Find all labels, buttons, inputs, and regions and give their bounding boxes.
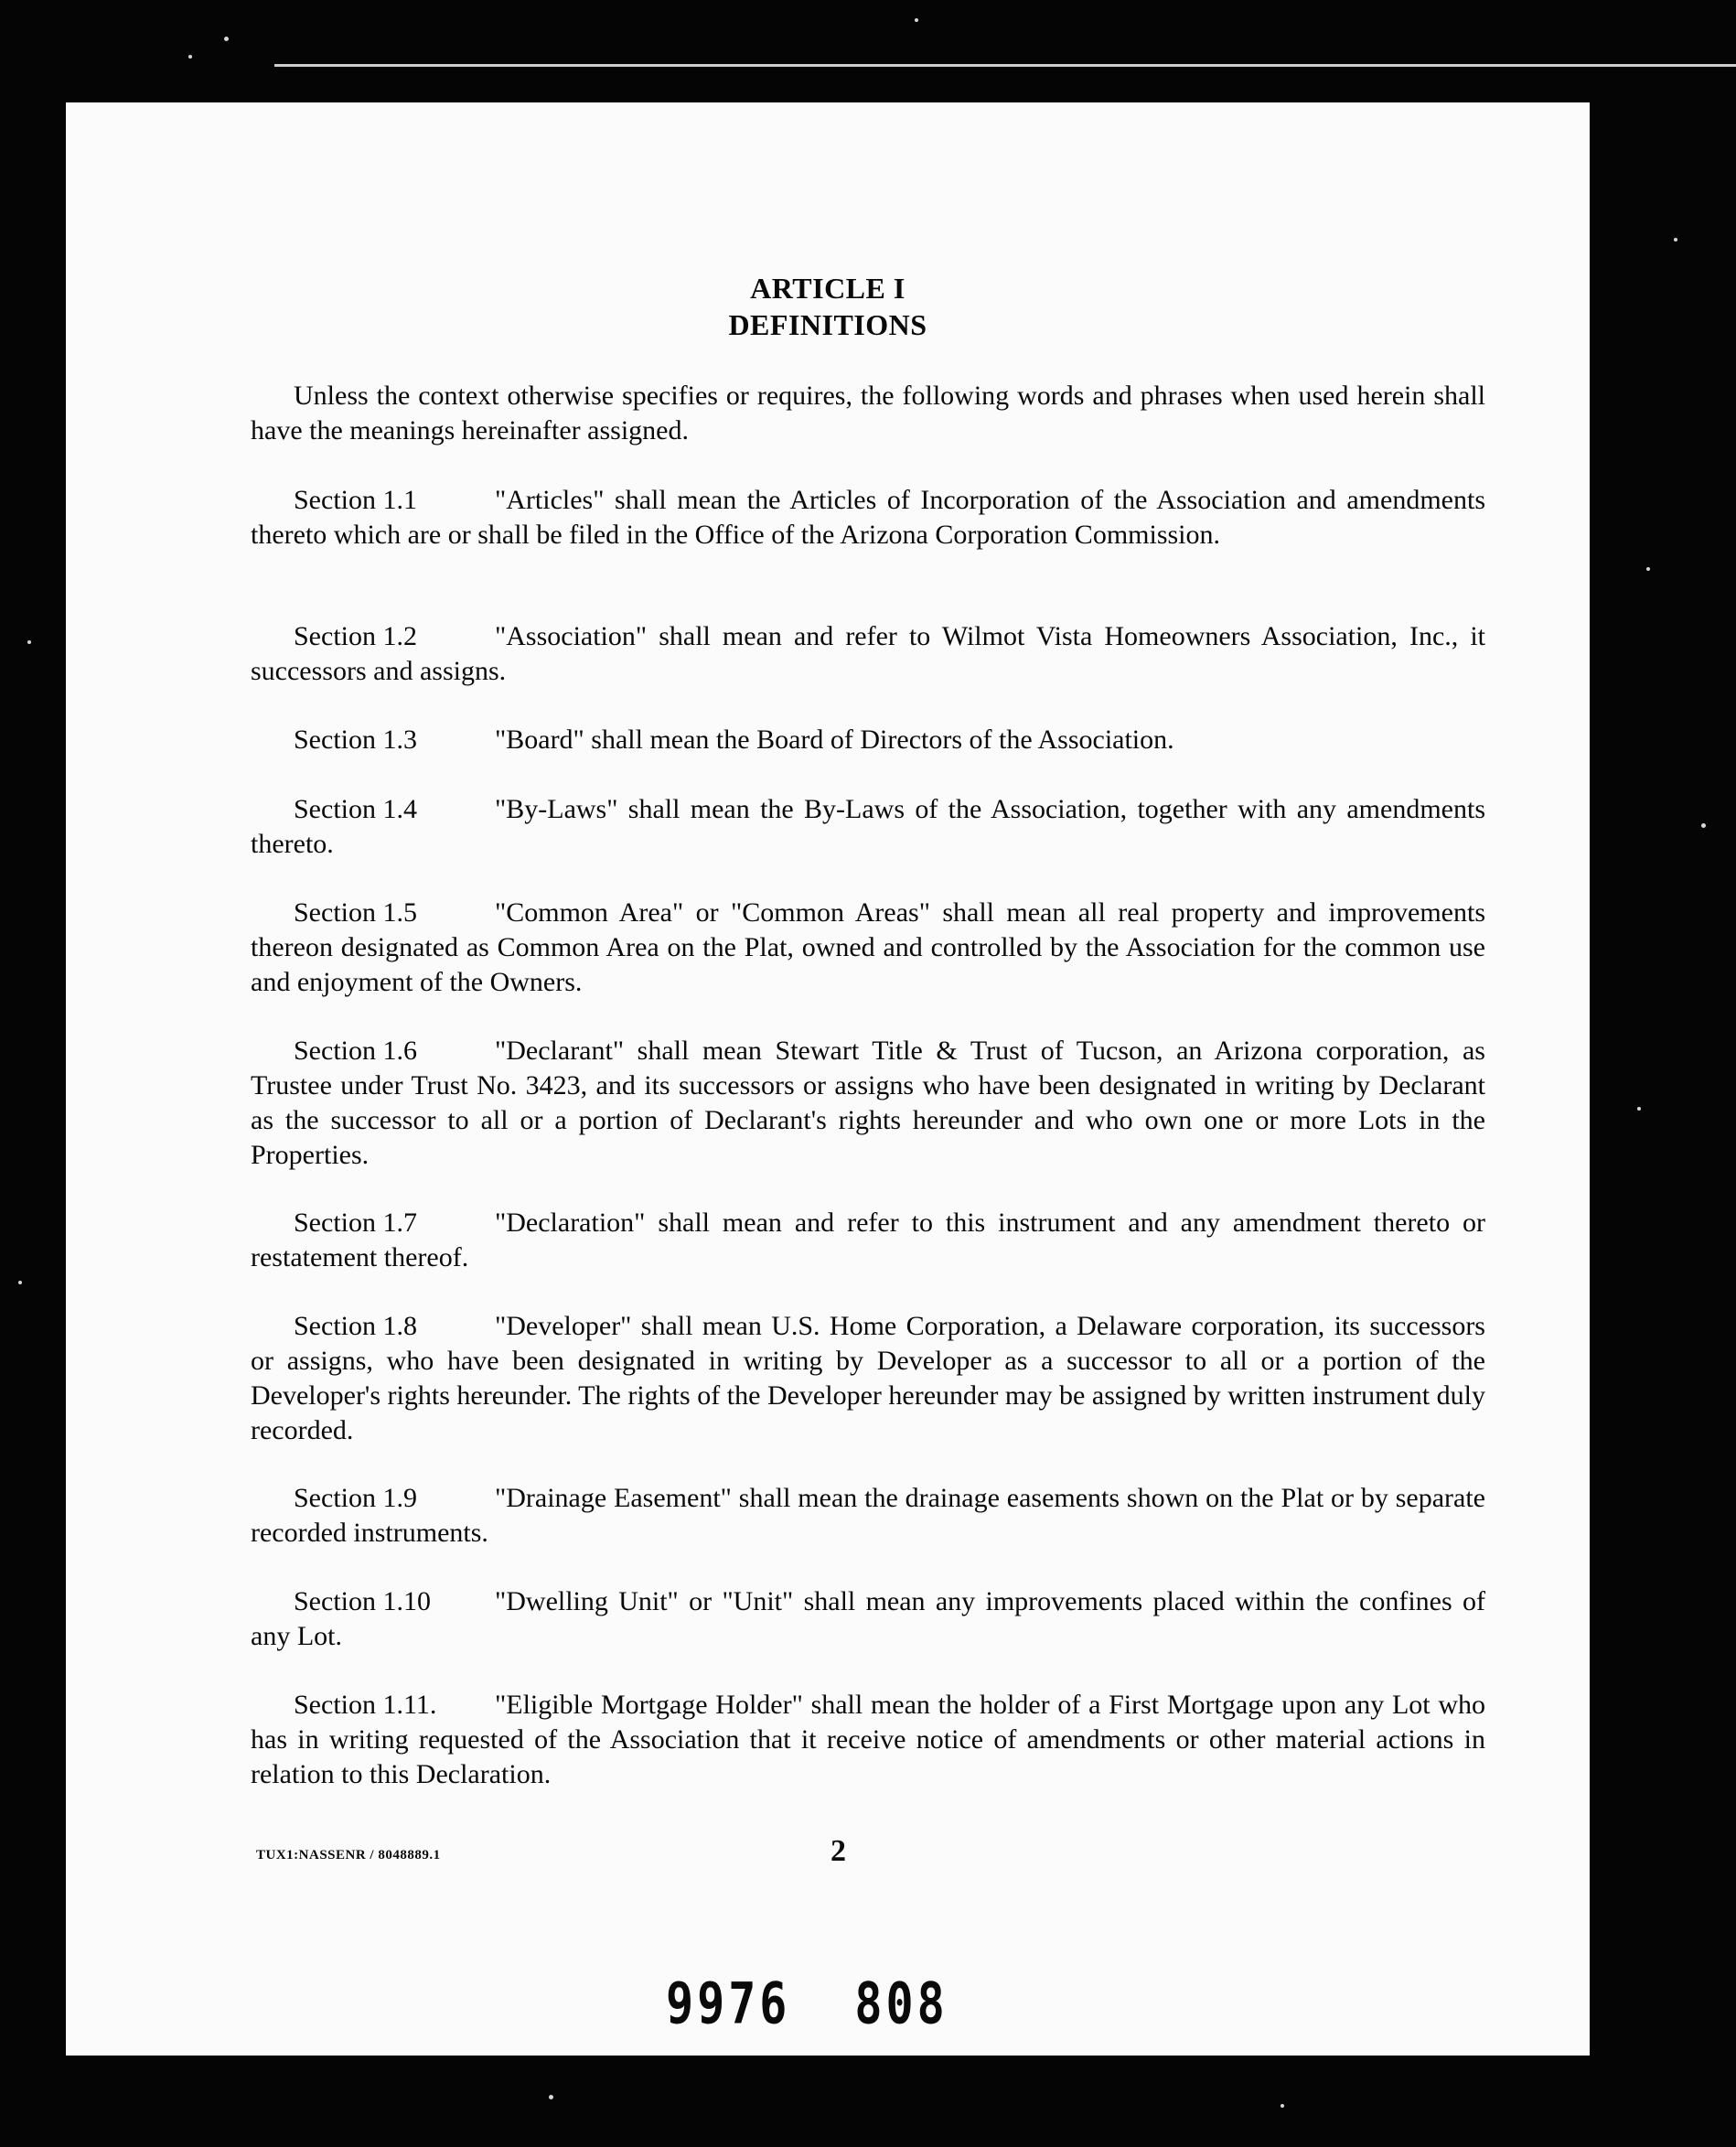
scan-speck [1646,567,1650,571]
section-number: Section 1.5 [294,897,417,928]
intro-paragraph: Unless the context otherwise specifies or requires, the following words and phrases when used herein shall have the meanings hereinafter assigned. [251,381,1485,446]
section-1-8 [251,1309,1485,1448]
section-number: Section 1.8 [294,1311,417,1341]
section-number: Section 1.6 [294,1036,417,1066]
section-1-5 [251,896,1485,1000]
section-text: "Dwelling Unit" or "Unit" shall mean any improvements placed within the confines of any Lot. [251,1586,1485,1651]
section-1-3 [251,723,1485,757]
section-text: "Drainage Easement" shall mean the drainage easements shown on the Plat or by separate recorded instruments. [251,1483,1485,1548]
section-1-1 [251,483,1485,553]
section-number: Section 1.1 [294,485,417,515]
section-number: Section 1.11. [294,1690,437,1720]
section-text: "Declarant" shall mean Stewart Title & Trust of Tucson, an Arizona corporation, as Trustee under Trust No. 3423, and its successors or assigns who have been designated in writing by Declarant as the successor to all or a portion of Declarant's rights hereunder and who own one or more Lots in the Properties. [251,1036,1485,1170]
section-text: "By-Laws" shall mean the By-Laws of the Association, together with any amendments thereto. [251,794,1485,859]
section-text: "Common Area" or "Common Areas" shall mean all real property and improvements thereon designated as Common Area on the Plat, owned and controlled by the Association for the common use and enjoyment of the Owners. [251,897,1485,997]
article-title: ARTICLE I [750,272,906,305]
scan-speck [188,55,192,59]
section-number: Section 1.7 [294,1208,417,1238]
section-1-2 [251,619,1485,689]
section-1-10 [251,1584,1485,1654]
document-reference: TUX1:NASSENR / 8048889.1 [256,1848,441,1863]
section-text: "Eligible Mortgage Holder" shall mean the holder of a First Mortgage upon any Lot who has in writing requested of the Association that it receive notice of amendments or other material actions in relation to this Declaration. [251,1690,1485,1789]
section-1-6 [251,1034,1485,1173]
section-number: Section 1.4 [294,794,417,824]
scan-speck [1674,238,1677,242]
scan-speck [1281,2104,1284,2108]
scan-speck [18,1281,22,1284]
article-subtitle: DEFINITIONS [728,308,927,341]
page-number: 2 [830,1834,846,1868]
stamp-docket: 9976 [666,1970,791,2037]
section-number: Section 1.9 [294,1483,417,1513]
scan-edge-line [274,64,1736,67]
document-page [66,102,1590,2056]
section-number: Section 1.3 [294,725,417,755]
scan-speck [1637,1107,1641,1111]
section-text: "Association" shall mean and refer to Wilmot Vista Homeowners Association, Inc., it successors and assigns. [251,621,1485,686]
section-text: "Articles" shall mean the Articles of Incorporation of the Association and amendments thereto which are or shall be filed in the Office of the Arizona Corporation Commission. [251,485,1485,550]
section-number: Section 1.10 [294,1586,431,1616]
section-text: "Board" shall mean the Board of Directors of the Association. [495,725,1174,755]
scan-speck [549,2095,553,2099]
section-text: "Developer" shall mean U.S. Home Corporation, a Delaware corporation, its successors or assigns, who have been designated in writing by Developer as a successor to all or a portion of the Developer's rights hereunder. The rights of the Developer hereunder may be assigned by written instrument duly recorded. [251,1311,1485,1445]
section-1-7 [251,1206,1485,1275]
section-1-9 [251,1481,1485,1551]
recording-stamp [666,1970,948,2037]
scan-speck [1701,823,1706,828]
scan-speck [915,18,918,22]
section-1-11 [251,1688,1485,1792]
scan-speck [27,640,31,644]
section-1-4 [251,792,1485,862]
stamp-page: 808 [854,1970,948,2037]
section-text: "Declaration" shall mean and refer to this instrument and any amendment thereto or restatement thereof. [251,1208,1485,1272]
scan-speck [224,37,229,41]
section-number: Section 1.2 [294,621,417,651]
